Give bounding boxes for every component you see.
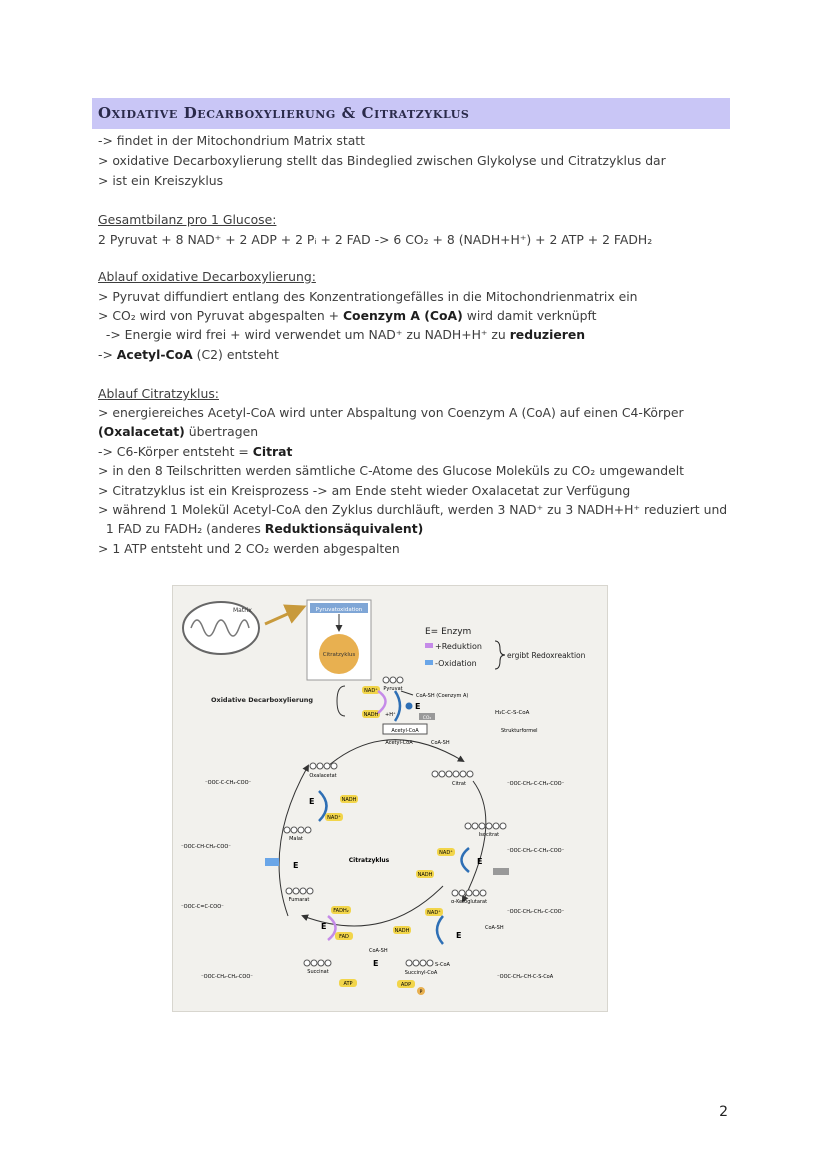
legend-reduction: +Reduktion <box>435 642 482 651</box>
legend-reduction-swatch <box>425 643 433 648</box>
intro-line-1: -> findet in der Mitochondrium Matrix statt <box>98 133 365 148</box>
succinyl-coa-label: Succinyl-CoA <box>404 970 438 976</box>
malat-formula: ⁻OOC-CH-CH₂-COO⁻ <box>181 844 231 850</box>
citrate-line-8: > 1 ATP entsteht und 2 CO₂ werden abgespalten <box>98 541 400 556</box>
coa-sh-short-top: CoA-SH <box>431 740 450 746</box>
matrix-label: Matrix <box>233 607 252 614</box>
citrat-label: Citrat <box>452 781 466 787</box>
decarboxylation-line-1: > Pyruvat diffundiert entlang des Konzentrationgefälles in die Mitochondrienmatrix ein <box>98 289 638 304</box>
succinat-formula: ⁻OOC-CH₂-CH₂-COO⁻ <box>201 974 253 980</box>
succinyl-carbons <box>406 960 433 966</box>
ketoglutarat-carbons <box>452 890 486 896</box>
balance-heading: Gesamtbilanz pro 1 Glucose: <box>98 212 277 227</box>
enzyme-e-iso: E <box>477 857 483 866</box>
succinyl-formula: ⁻OOC-CH₂-CH-C-S-CoA <box>497 974 554 980</box>
decarboxylation-heading: Ablauf oxidative Decarboxylierung: <box>98 269 316 284</box>
citrate-line-1: > energiereiches Acetyl-CoA wird unter Abspaltung von Coenzym A (CoA) auf einen C4-Körper <box>98 405 684 420</box>
legend-note: ergibt Redoxreaktion <box>507 651 586 660</box>
cycle-center-label: Citratzyklus <box>348 857 390 864</box>
nad-label-oxal: NAD⁺ <box>327 815 341 821</box>
fadh2-label: FADH₂ <box>333 908 349 914</box>
page-title: Oxidative Decarboxylierung & Citratzyklus <box>98 104 470 122</box>
fumarat-label: Fumarat <box>288 897 310 903</box>
page-number: 2 <box>719 1104 728 1120</box>
enzyme-e-oxal: E <box>309 797 315 806</box>
oxidative-label-text: Oxidative Decarboxylierung <box>210 696 313 704</box>
strukturformel-label: Strukturformel <box>501 728 538 734</box>
balance-equation: 2 Pyruvat + 8 NAD⁺ + 2 ADP + 2 Pᵢ + 2 FAD -> 6 CO₂ + 8 (NADH+H⁺) + 2 ATP + 2 FADH₂ <box>98 232 653 247</box>
acetyl-formula: H₃C-C-S-CoA <box>495 710 530 716</box>
nadh-label-oxal: NADH <box>341 797 357 803</box>
coa-sh-keto: CoA-SH <box>485 925 504 931</box>
coa-sh-succ: CoA-SH <box>369 948 388 954</box>
fad-label: FAD <box>339 934 349 940</box>
nad-label-keto: NAD⁺ <box>427 910 441 916</box>
citrate-line-3: -> C6-Körper entsteht = Citrat <box>98 444 293 459</box>
legend-oxidation: -Oxidation <box>435 659 477 668</box>
succinyl-coa-inline: S-CoA <box>435 962 450 968</box>
phosphate-label: P <box>419 990 423 995</box>
co2-label: CO₂ <box>422 716 432 721</box>
citrat-formula: ⁻OOC-CH₂-C-CH₂-COO⁻ <box>507 781 565 787</box>
co2-dot <box>406 703 413 710</box>
decarboxylation-line-4: -> Acetyl-CoA (C2) entsteht <box>98 347 279 362</box>
oxalacetat-carbons <box>310 763 337 769</box>
enzyme-e-succ: E <box>373 959 379 968</box>
decarboxylation-line-3: -> Energie wird frei + wird verwendet um NAD⁺ zu NADH+H⁺ zu reduzieren <box>98 327 586 342</box>
intro-line-3: > ist ein Kreiszyklus <box>98 173 224 188</box>
isocitrat-label: Isocitrat <box>478 832 500 838</box>
citrate-line-6: > während 1 Molekül Acetyl-CoA den Zyklus durchläuft, werden 3 NAD⁺ zu 3 NADH+H⁺ reduziert und <box>98 502 728 517</box>
citrate-cycle-box-label: Citratzyklus <box>322 652 356 658</box>
oxalacetat-formula: ⁻OOC-C-CH₂-COO⁻ <box>205 780 252 786</box>
citrat-carbons <box>432 771 473 777</box>
succinat-carbons <box>304 960 331 966</box>
h-plus-label: +H⁺ <box>385 712 396 718</box>
citrate-cycle-figure <box>172 585 608 1012</box>
citrate-line-2: (Oxalacetat) übertragen <box>98 424 259 439</box>
ketoglutarat-label: α-Ketoglutarat <box>450 899 488 905</box>
nadh-label: NADH <box>363 712 379 718</box>
ketoglutarat-formula: ⁻OOC-CH₂-CH₂-C-COO⁻ <box>507 909 565 915</box>
adp-label: ADP <box>400 982 412 988</box>
pyruvate-oxidation-label: Pyruvatoxidation <box>315 607 363 613</box>
decarboxylation-line-2: > CO₂ wird von Pyruvat abgespalten + Coenzym A (CoA) wird damit verknüpft <box>98 308 597 323</box>
enzyme-e-keto: E <box>456 931 462 940</box>
atp-label: ATP <box>343 981 353 987</box>
fumarat-carbons <box>286 888 313 894</box>
malat-label: Malat <box>289 836 303 842</box>
citrate-line-7: 1 FAD zu FADH₂ (anderes Reduktionsäquivalent) <box>98 521 424 536</box>
citrate-line-5: > Citratzyklus ist ein Kreisprozess -> am Ende steht wieder Oxalacetat zur Verfügung <box>98 483 631 498</box>
enzyme-e-malat: E <box>293 861 299 870</box>
succinat-label: Succinat <box>307 969 329 975</box>
citrate-heading: Ablauf Citratzyklus: <box>98 386 219 401</box>
legend-enzyme: E= Enzym <box>425 627 472 637</box>
coa-sh-label: CoA-SH (Coenzym A) <box>416 693 469 699</box>
pyruvat-label: Pyruvat <box>383 686 403 692</box>
fumarat-formula: ⁻OOC-C=C-COO⁻ <box>181 904 224 910</box>
pyruvat-carbons <box>383 677 403 683</box>
oxidative-label <box>211 696 313 704</box>
co2-box-iso <box>493 868 509 875</box>
enzyme-e-top: E <box>415 702 421 711</box>
legend-oxidation-swatch <box>425 660 433 665</box>
nadh-label-keto: NADH <box>394 928 410 934</box>
intro-line-2: > oxidative Decarboxylierung stellt das Bindeglied zwischen Glykolyse und Citratzyklus dar <box>98 153 666 168</box>
enzyme-e-fum: E <box>321 922 327 931</box>
isocitrat-formula: ⁻OOC-CH₂-C-CH₂-COO⁻ <box>507 848 565 854</box>
nadh-label-iso: NADH <box>417 872 433 878</box>
citrate-line-4: > in den 8 Teilschritten werden sämtliche C-Atome des Glucose Moleküls zu CO₂ umgewandelt <box>98 463 684 478</box>
acetyl-coa-label: Acetyl-CoA <box>385 740 413 746</box>
acetyl-coa-inside: Acetyl-CoA <box>391 728 419 734</box>
oxalacetat-label: Oxalacetat <box>309 773 337 779</box>
nad-label: NAD⁺ <box>364 688 378 694</box>
nad-label-iso: NAD⁺ <box>439 850 453 856</box>
h2o-box <box>265 858 279 866</box>
malat-carbons <box>284 827 311 833</box>
